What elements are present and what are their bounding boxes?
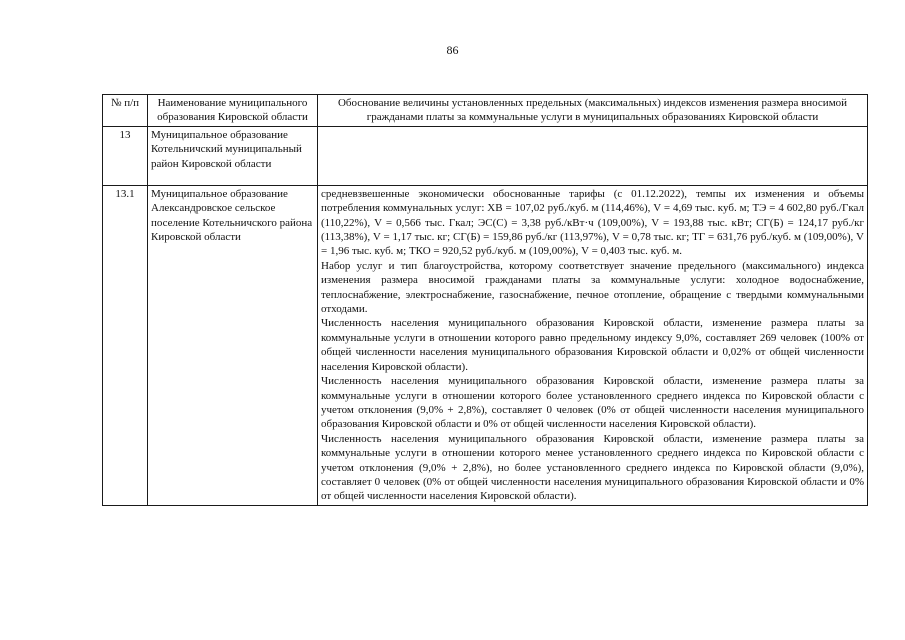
header-municipality-name: Наименование муниципального образования Кировской области [148,95,318,127]
row-justification [318,126,868,185]
header-justification: Обоснование величины установленных предельных (максимальных) индексов изменения размера вносимой гражданами платы за коммунальные услуги в муниципальных образованиях Кировской области [318,95,868,127]
justification-population-above-paragraph: Численность населения муниципального образования Кировской области, изменение размера платы за коммунальные услуги в отношении которого более установленного среднего индекса по Кировской области с учетом отклонения (9,0% + 2,8%), составляет 0 человек (0% от общей численности населения муниципального образования Кировской области и 0% от общей численности населения Кировской области). [321,375,864,431]
index-justification-table [102,94,868,506]
justification-services-paragraph: Набор услуг и тип благоустройства, которому соответствует значение предельного (максимального) индекса изменения размера вносимой гражданами платы за коммунальные услуги: холодное водоснабжение, теплоснабжение, электроснабжение, газоснабжение, печное отопление, обращение с твердыми коммунальными отходами. [321,259,864,316]
row-number: 13 [103,126,148,185]
justification-tariffs-paragraph: средневзвешенные экономически обоснованные тарифы (с 01.12.2022), темпы их изменения и объемы потребления коммунальных услуг: ХВ = 107,02 руб./куб. м (114,46%), V = 4,69 тыс. куб. м; ТЭ = 4 602,80 руб./Гкал (110,22%), V = 0,566 тыс. Гкал; ЭС(С) = 3,38 руб./кВт·ч (109,00%), V = 193,88 тыс. кВт; СГ(Б) = 124,17 руб./кг (113,38%), V = 1,17 тыс. кг; СГ(Б) = 159,86 руб./кг (113,97%), V = 0,78 тыс. кг; ТГ = 631,76 руб./куб. м (109,00%), V = 1,96 тыс. куб. м; ТКО = 920,52 руб./куб. м (109,00%), V = 0,403 тыс. куб. м. [321,187,864,258]
row-municipality-name: Муниципальное образование Александровское сельское поселение Котельничского района Кировской области [148,185,318,505]
justification-population-equal-paragraph: Численность населения муниципального образования Кировской области, изменение размера платы за коммунальные услуги в отношении которого равно предельному индексу 9,0%, составляет 269 человек (100% от общей численности населения муниципального образования Кировской области и 0,02% от общей численности населения Кировской области). [321,317,864,373]
header-number: № п/п [103,95,148,127]
page-number: 86 [446,43,459,57]
table-header-row [103,95,868,127]
table-row [103,185,868,505]
table-row [103,126,868,185]
row-municipality-name: Муниципальное образование Котельничский муниципальный район Кировской области [148,126,318,185]
row-number: 13.1 [103,185,148,505]
row-justification [318,185,868,505]
justification-population-between-paragraph: Численность населения муниципального образования Кировской области, изменение размера платы за коммунальные услуги в отношении которого менее установленного среднего индекса по Кировской области с учетом отклонения (9,0% + 2,8%), но более установленного среднего индекса по Кировской области (9,0%), составляет 0 человек (0% от общей численности населения муниципального образования Кировской области и 0% от общей численности населения Кировской области). [321,432,864,503]
